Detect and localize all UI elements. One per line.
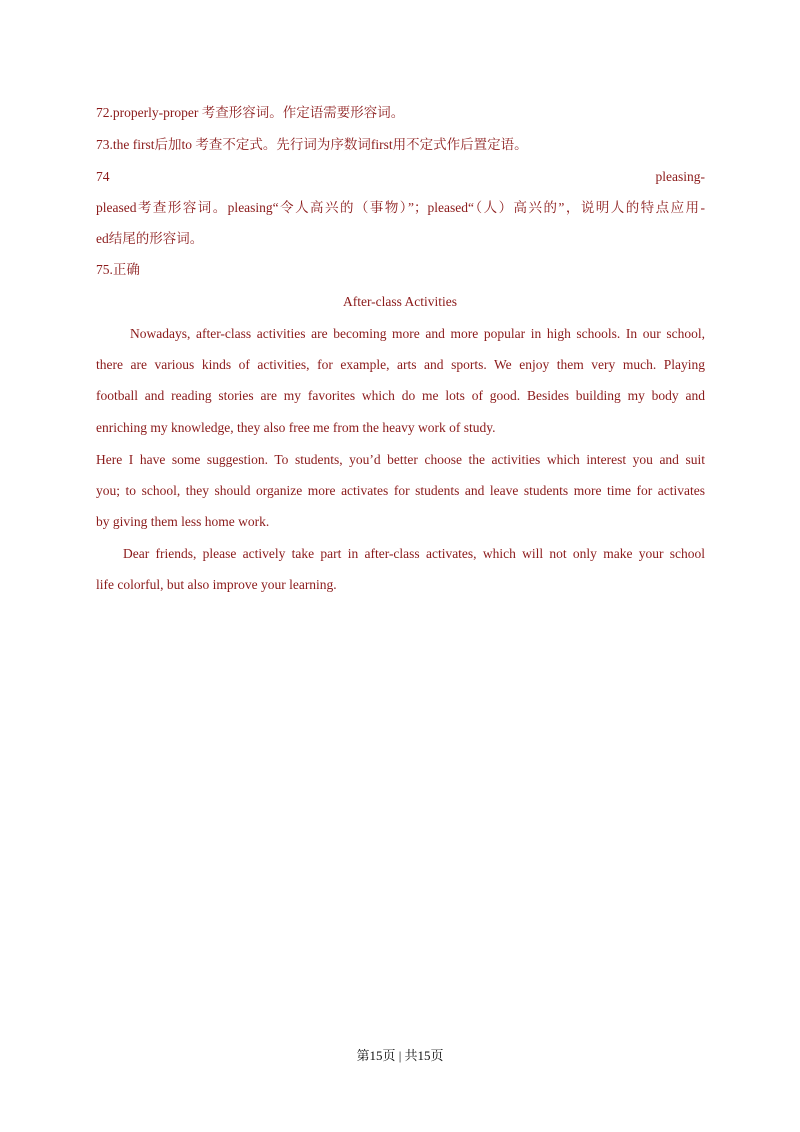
answer-74-number: 74 bbox=[96, 169, 110, 184]
essay-paragraph-1-line-2: there are various kinds of activities, for example, arts and sports. We enjoy them very much. Playing bbox=[96, 357, 705, 372]
answer-74-line-1 bbox=[96, 169, 705, 185]
essay-paragraph-3-line-2: life colorful, but also improve your learning. bbox=[96, 577, 337, 592]
essay-paragraph-2-line-1: Here I have some suggestion. To students, you’d better choose the activities which interest you and suit bbox=[96, 452, 705, 467]
essay-paragraph-2-line-2: you; to school, they should organize more activates for students and leave students more time for activates bbox=[96, 483, 705, 498]
answer-74-line-3: ed结尾的形容词。 bbox=[96, 231, 204, 246]
essay-paragraph-1-line-3: football and reading stories are my favorites which do me lots of good. Besides building my body and bbox=[96, 388, 705, 403]
essay-paragraph-1-line-4: enriching my knowledge, they also free me from the heavy work of study. bbox=[96, 420, 496, 435]
essay-title: After-class Activities bbox=[342, 294, 458, 309]
page-footer: 第15页 | 共15页 bbox=[356, 1048, 444, 1063]
answer-73: 73.the first后加to 考查不定式。先行词为序数词first用不定式作后置定语。 bbox=[96, 137, 528, 152]
essay-paragraph-1-line-1: Nowadays, after-class activities are becoming more and more popular in high schools. In our school, bbox=[130, 326, 705, 341]
answer-74-line-2: pleased考查形容词。pleasing“令人高兴的（事物）”；pleased“（人）高兴的”，说明人的特点应用- bbox=[96, 200, 705, 215]
essay-paragraph-2-line-3: by giving them less home work. bbox=[96, 514, 270, 529]
answer-74-word: pleasing- bbox=[655, 169, 705, 184]
answer-72: 72.properly-proper 考查形容词。作定语需要形容词。 bbox=[96, 105, 405, 120]
answer-75: 75.正确 bbox=[96, 262, 140, 277]
essay-paragraph-3-line-1: Dear friends, please actively take part in after-class activates, which will not only make your school bbox=[123, 546, 705, 561]
